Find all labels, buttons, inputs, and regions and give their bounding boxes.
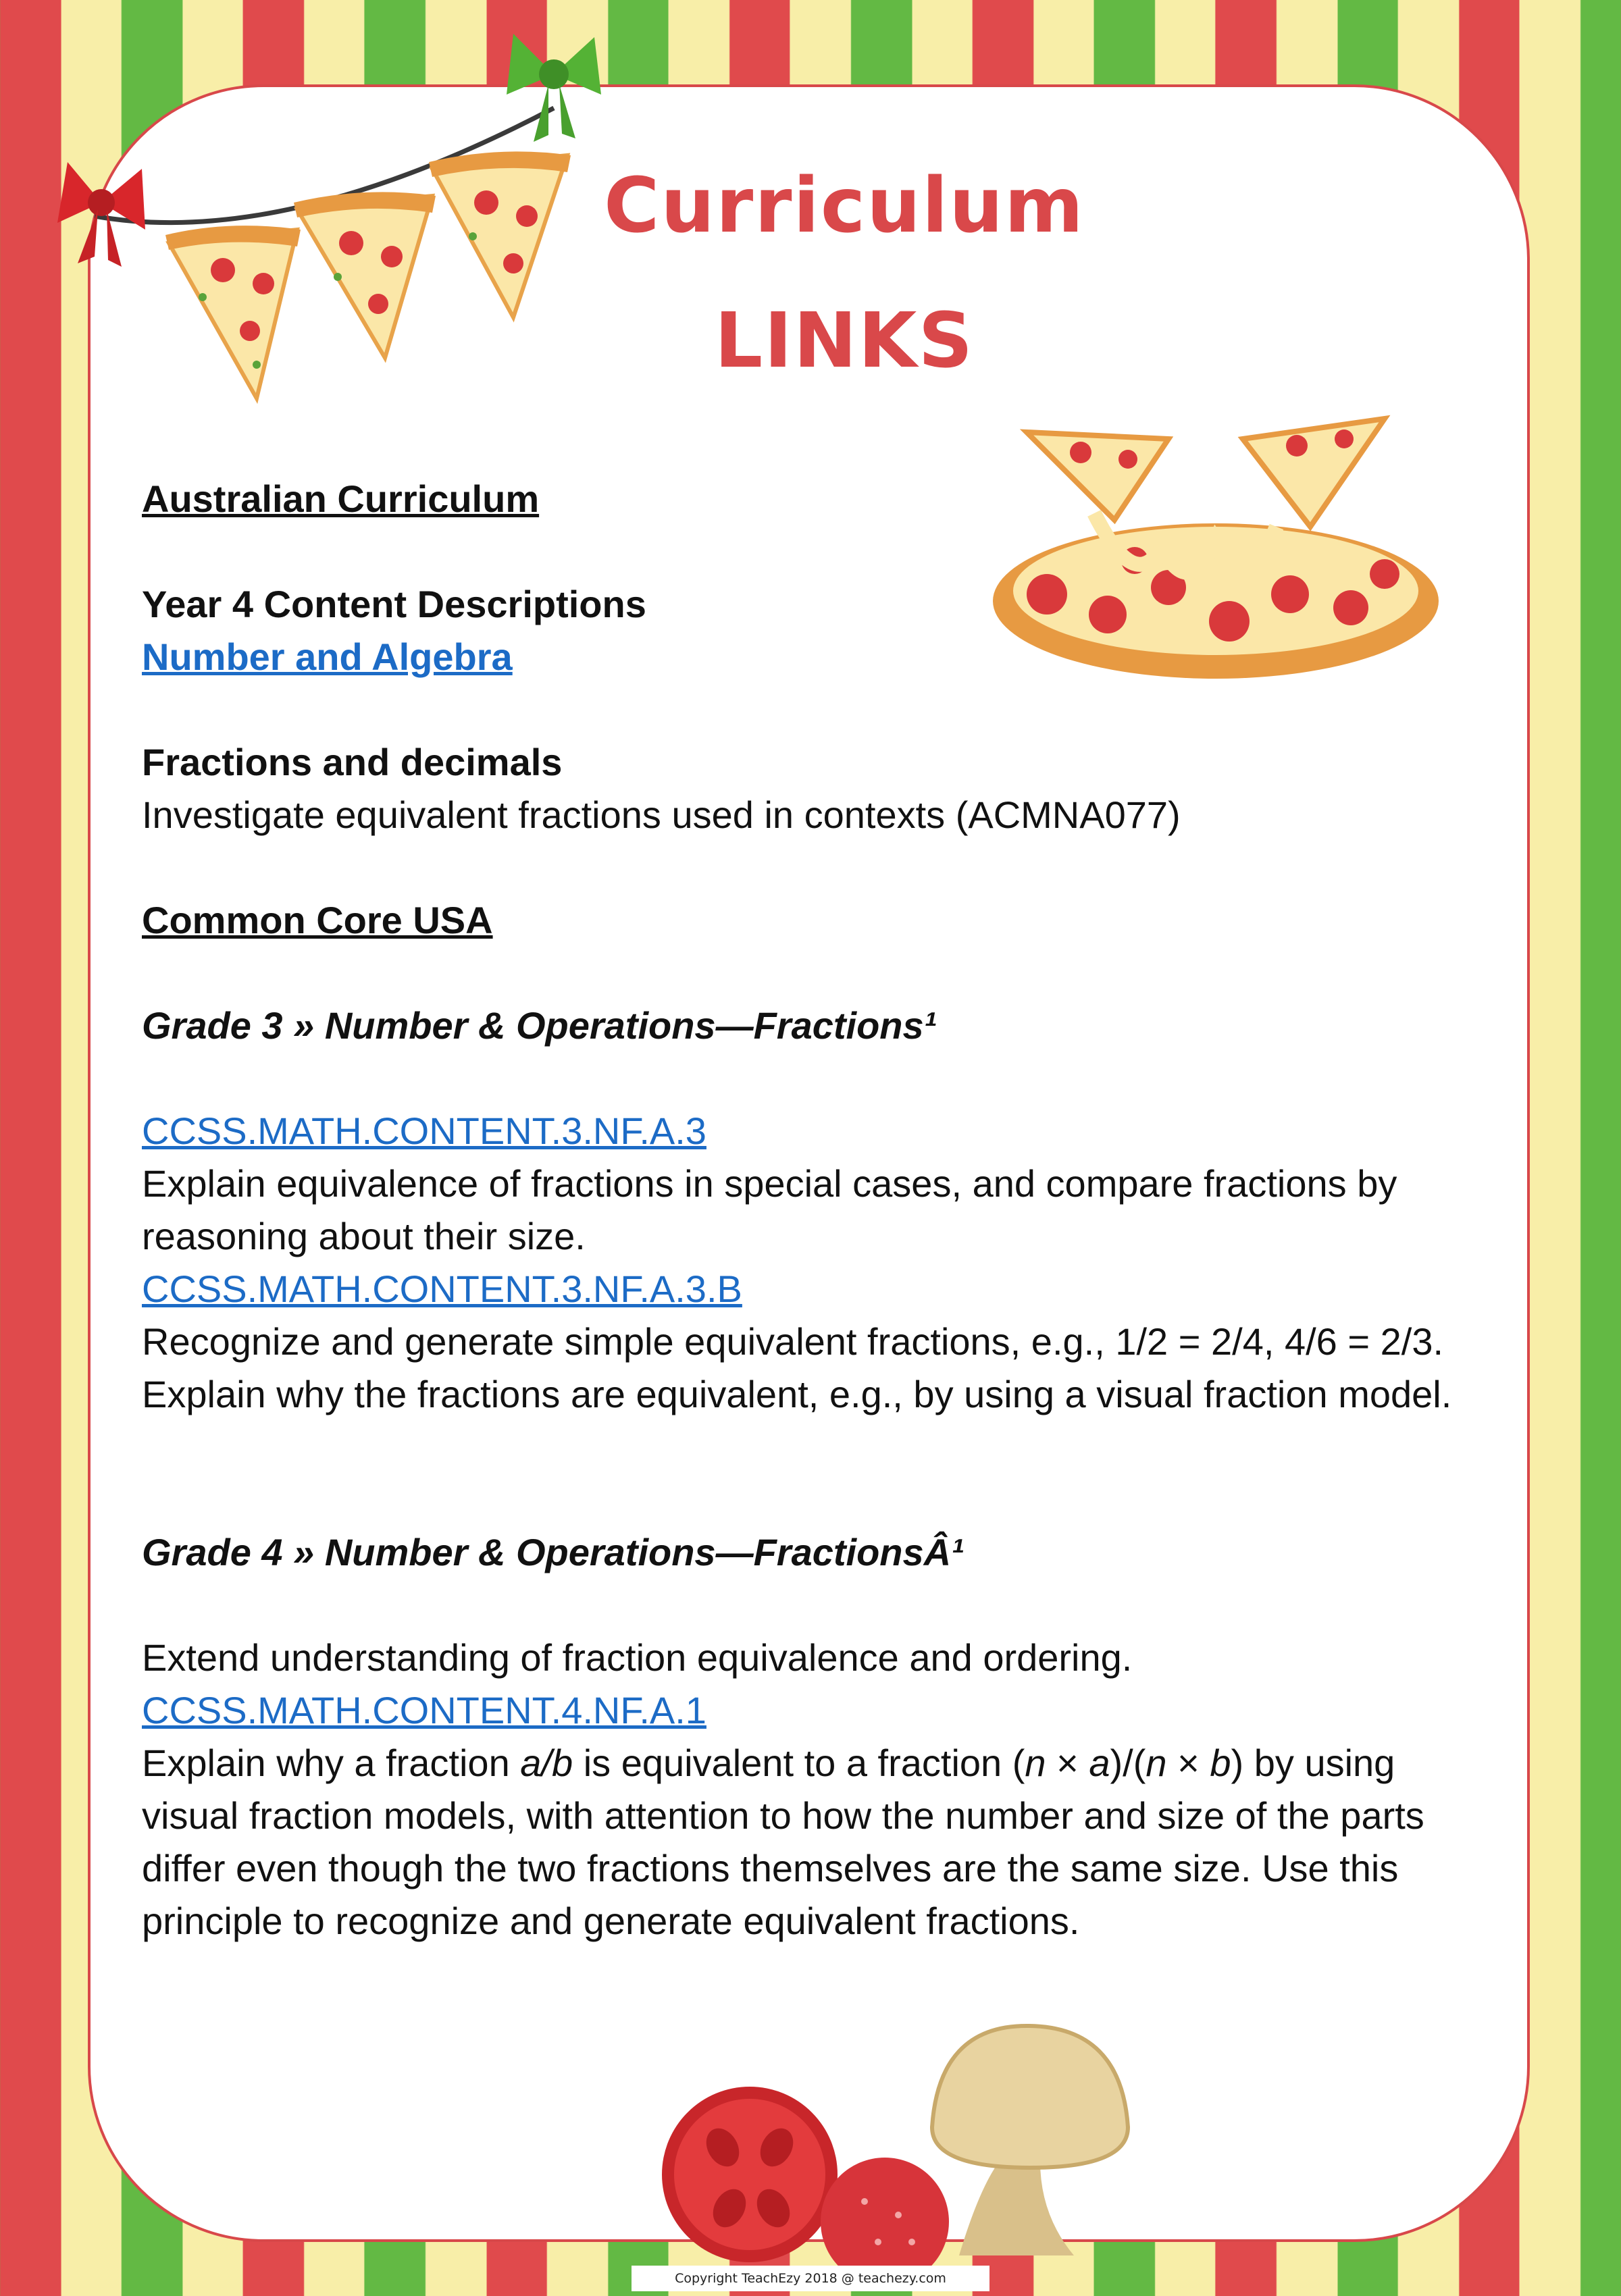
grade3-heading: Grade 3 » Number & Operations—Fractions¹ [142, 1004, 937, 1047]
tomato-icon [662, 2087, 838, 2262]
curriculum-content [142, 473, 1499, 1948]
australian-curriculum-heading: Australian Curriculum [142, 477, 540, 520]
grade4-intro: Extend understanding of fraction equivalence and ordering. [142, 1636, 1133, 1679]
number-algebra-link[interactable]: Number and Algebra [142, 635, 513, 678]
mushroom-icon [932, 2026, 1128, 2255]
ccss-4nfa1-text: Explain why a fraction a/b is equivalent to a fraction (n × a)/(n × b) by using visual fraction models, with attention to how the number and size of the parts differ even though the two fractions themselves are the same size. Use this principle to recognize and generate equivalent fractions. [142, 1742, 1424, 1942]
title-line-1: Curriculum [604, 162, 1085, 250]
grade4-heading: Grade 4 » Number & Operations—FractionsÂ¹ [142, 1531, 964, 1573]
ccss-4nfa1-link[interactable]: CCSS.MATH.CONTENT.4.NF.A.1 [142, 1689, 706, 1731]
common-core-heading: Common Core USA [142, 899, 493, 941]
title-line-2: LINKS [714, 297, 975, 385]
fractions-decimals-text: Investigate equivalent fractions used in contexts (ACMNA077) [142, 793, 1181, 836]
ccss-3nfa3b-text: Recognize and generate simple equivalent fractions, e.g., 1/2 = 2/4, 4/6 = 2/3. Explain why the fractions are equivalent, e.g., by using a visual fraction model. [142, 1320, 1452, 1415]
ingredients-illustration [662, 2012, 1135, 2296]
ccss-3nfa3-link[interactable]: CCSS.MATH.CONTENT.3.NF.A.3 [142, 1110, 706, 1152]
red-bow-icon [57, 162, 145, 267]
pizza-slice-icon [165, 226, 301, 398]
year4-heading: Year 4 Content Descriptions [142, 583, 646, 625]
ccss-3nfa3-text: Explain equivalence of fractions in special cases, and compare fractions by reasoning about their size. [142, 1162, 1397, 1257]
fractions-decimals-heading: Fractions and decimals [142, 741, 563, 783]
copyright-footer: Copyright TeachEzy 2018 @ teachezy.com [632, 2266, 989, 2291]
ccss-3nfa3b-link[interactable]: CCSS.MATH.CONTENT.3.NF.A.3.B [142, 1268, 742, 1310]
